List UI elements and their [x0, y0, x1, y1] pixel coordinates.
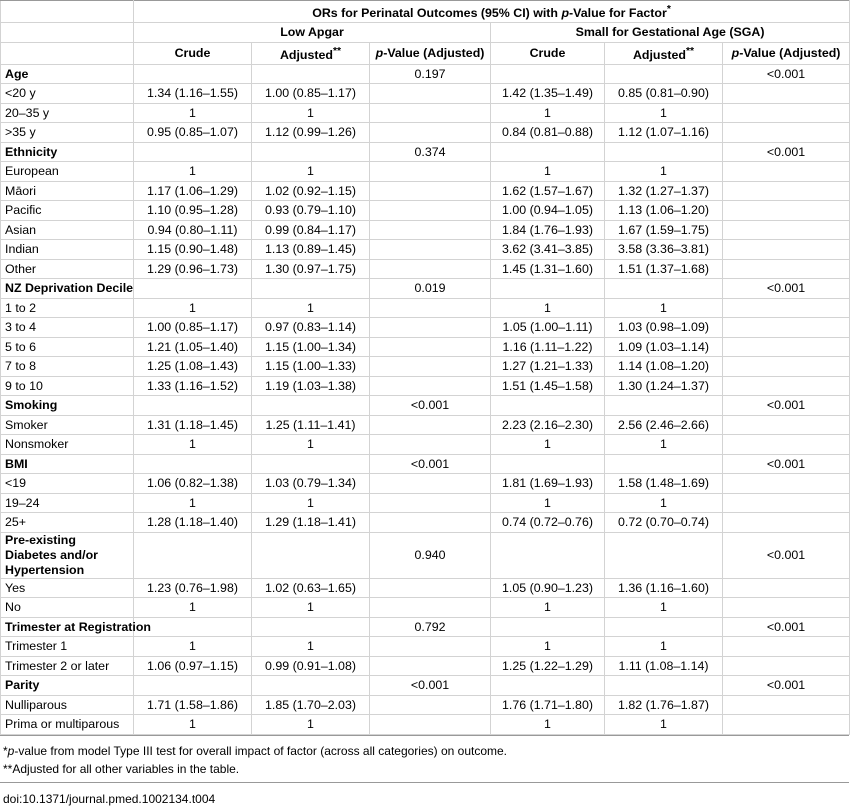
sga-adjusted-value: 1.13 (1.06–1.20)	[605, 201, 723, 221]
sga-pvalue: <0.001	[723, 454, 850, 474]
empty-cell	[370, 715, 491, 735]
empty-cell	[370, 318, 491, 338]
table-title: ORs for Perinatal Outcomes (95% CI) with p-Value for Factor*	[134, 1, 850, 23]
apgar-adjusted-value: 0.99 (0.91–1.08)	[252, 656, 370, 676]
apgar-crude-value: 1.23 (0.76–1.98)	[134, 578, 252, 598]
footnote-adjusted: **Adjusted for all other variables in the table.	[3, 761, 240, 776]
sga-crude-value: 1.81 (1.69–1.93)	[491, 474, 605, 494]
empty-cell	[370, 162, 491, 182]
section-header-row	[1, 532, 850, 578]
empty-cell	[491, 532, 605, 578]
sga-pvalue: <0.001	[723, 64, 850, 84]
apgar-adjusted-value: 1	[252, 493, 370, 513]
apgar-pvalue: <0.001	[370, 454, 491, 474]
row-label: No	[1, 598, 134, 618]
col-header-apgar-pvalue: p-Value (Adjusted)	[370, 42, 491, 64]
empty-cell	[723, 376, 850, 396]
sga-crude-value: 1.27 (1.21–1.33)	[491, 357, 605, 377]
apgar-crude-value: 1.21 (1.05–1.40)	[134, 337, 252, 357]
apgar-crude-value: 1	[134, 103, 252, 123]
apgar-crude-value: 1.25 (1.08–1.43)	[134, 357, 252, 377]
row-label: Māori	[1, 181, 134, 201]
apgar-adjusted-value: 0.93 (0.79–1.10)	[252, 201, 370, 221]
row-label: 5 to 6	[1, 337, 134, 357]
empty-cell	[134, 617, 252, 637]
col-header-apgar-crude: Crude	[134, 42, 252, 64]
empty-cell	[723, 474, 850, 494]
table-row	[1, 715, 850, 735]
empty-cell	[723, 162, 850, 182]
apgar-adjusted-value: 1.19 (1.03–1.38)	[252, 376, 370, 396]
table-row	[1, 337, 850, 357]
row-label: 19–24	[1, 493, 134, 513]
empty-cell	[723, 181, 850, 201]
empty-cell	[605, 142, 723, 162]
empty-cell	[370, 598, 491, 618]
apgar-crude-value: 1.28 (1.18–1.40)	[134, 513, 252, 533]
empty-cell	[370, 474, 491, 494]
sga-adjusted-value: 2.56 (2.46–2.66)	[605, 415, 723, 435]
empty-cell	[723, 357, 850, 377]
apgar-crude-value: 1.10 (0.95–1.28)	[134, 201, 252, 221]
table-row	[1, 578, 850, 598]
sga-adjusted-value: 1.58 (1.48–1.69)	[605, 474, 723, 494]
sga-crude-value: 1	[491, 493, 605, 513]
sga-adjusted-value: 1	[605, 162, 723, 182]
sga-adjusted-value: 1	[605, 103, 723, 123]
sga-adjusted-value: 0.72 (0.70–0.74)	[605, 513, 723, 533]
table-row	[1, 474, 850, 494]
apgar-pvalue: 0.197	[370, 64, 491, 84]
sga-crude-value: 1	[491, 298, 605, 318]
sga-pvalue: <0.001	[723, 396, 850, 416]
sga-adjusted-value: 1	[605, 715, 723, 735]
sga-adjusted-value: 1	[605, 493, 723, 513]
empty-cell	[605, 396, 723, 416]
row-label: Trimester 2 or later	[1, 656, 134, 676]
apgar-pvalue: 0.792	[370, 617, 491, 637]
apgar-crude-value: 1	[134, 637, 252, 657]
table-row	[1, 695, 850, 715]
apgar-pvalue: 0.940	[370, 532, 491, 578]
empty-cell	[723, 493, 850, 513]
sga-crude-value: 1	[491, 103, 605, 123]
empty-cell	[491, 279, 605, 299]
apgar-crude-value: 1	[134, 298, 252, 318]
table-row	[1, 103, 850, 123]
table-row	[1, 220, 850, 240]
empty-cell	[723, 298, 850, 318]
apgar-adjusted-value: 1	[252, 715, 370, 735]
apgar-adjusted-value: 1	[252, 162, 370, 182]
apgar-crude-value: 0.94 (0.80–1.11)	[134, 220, 252, 240]
apgar-crude-value: 1	[134, 715, 252, 735]
row-label: Indian	[1, 240, 134, 260]
empty-cell	[723, 318, 850, 338]
empty-cell	[134, 279, 252, 299]
sga-adjusted-value: 1.12 (1.07–1.16)	[605, 123, 723, 143]
row-label: Nonsmoker	[1, 435, 134, 455]
sga-crude-value: 1.45 (1.31–1.60)	[491, 259, 605, 279]
empty-cell	[605, 617, 723, 637]
table-row	[1, 493, 850, 513]
table-row	[1, 259, 850, 279]
sga-crude-value: 1.51 (1.45–1.58)	[491, 376, 605, 396]
row-label: 20–35 y	[1, 103, 134, 123]
sga-adjusted-value: 1.67 (1.59–1.75)	[605, 220, 723, 240]
col-header-apgar-adjusted: Adjusted**	[252, 42, 370, 64]
empty-cell	[370, 103, 491, 123]
row-label: 7 to 8	[1, 357, 134, 377]
section-name: NZ Deprivation Decile	[1, 279, 134, 299]
section-header-row	[1, 617, 850, 637]
empty-cell	[491, 454, 605, 474]
empty-cell	[723, 415, 850, 435]
apgar-crude-value: 1.31 (1.18–1.45)	[134, 415, 252, 435]
section-name: BMI	[1, 454, 134, 474]
doi-citation: doi:10.1371/journal.pmed.1002134.t004	[0, 782, 849, 807]
apgar-adjusted-value: 1.85 (1.70–2.03)	[252, 695, 370, 715]
group-header-spacer	[1, 23, 134, 43]
row-label: Prima or multiparous	[1, 715, 134, 735]
apgar-adjusted-value: 1.03 (0.79–1.34)	[252, 474, 370, 494]
row-label: Asian	[1, 220, 134, 240]
sga-crude-value: 1	[491, 715, 605, 735]
table-row	[1, 181, 850, 201]
table-row	[1, 435, 850, 455]
empty-cell	[605, 64, 723, 84]
empty-cell	[723, 259, 850, 279]
empty-cell	[370, 337, 491, 357]
table-title-spacer	[1, 1, 134, 23]
empty-cell	[723, 695, 850, 715]
table-row	[1, 376, 850, 396]
empty-cell	[723, 656, 850, 676]
apgar-adjusted-value: 1.00 (0.85–1.17)	[252, 84, 370, 104]
sga-crude-value: 1.25 (1.22–1.29)	[491, 656, 605, 676]
sga-adjusted-value: 1.51 (1.37–1.68)	[605, 259, 723, 279]
sga-crude-value: 1.05 (1.00–1.11)	[491, 318, 605, 338]
empty-cell	[370, 656, 491, 676]
empty-cell	[723, 84, 850, 104]
sga-crude-value: 1	[491, 598, 605, 618]
table-row	[1, 123, 850, 143]
sga-crude-value: 1.00 (0.94–1.05)	[491, 201, 605, 221]
sga-crude-value: 2.23 (2.16–2.30)	[491, 415, 605, 435]
apgar-adjusted-value: 1	[252, 103, 370, 123]
sga-adjusted-value: 3.58 (3.36–3.81)	[605, 240, 723, 260]
apgar-pvalue: <0.001	[370, 396, 491, 416]
group-header-row	[1, 23, 850, 43]
sga-adjusted-value: 1.03 (0.98–1.09)	[605, 318, 723, 338]
empty-cell	[252, 454, 370, 474]
empty-cell	[723, 715, 850, 735]
section-header-row	[1, 279, 850, 299]
empty-cell	[491, 64, 605, 84]
footnotes	[0, 735, 849, 782]
empty-cell	[723, 578, 850, 598]
row-label: 25+	[1, 513, 134, 533]
empty-cell	[134, 676, 252, 696]
col-header-sga-pvalue: p-Value (Adjusted)	[723, 42, 850, 64]
empty-cell	[252, 617, 370, 637]
column-header-row	[1, 42, 850, 64]
empty-cell	[370, 435, 491, 455]
empty-cell	[252, 532, 370, 578]
empty-cell	[605, 676, 723, 696]
empty-cell	[491, 396, 605, 416]
section-name: Ethnicity	[1, 142, 134, 162]
empty-cell	[370, 298, 491, 318]
sga-pvalue: <0.001	[723, 279, 850, 299]
apgar-crude-value: 1	[134, 162, 252, 182]
apgar-crude-value: 1.29 (0.96–1.73)	[134, 259, 252, 279]
sga-crude-value: 1	[491, 637, 605, 657]
apgar-crude-value: 1.71 (1.58–1.86)	[134, 695, 252, 715]
apgar-crude-value: 1	[134, 493, 252, 513]
empty-cell	[370, 240, 491, 260]
empty-cell	[370, 493, 491, 513]
apgar-adjusted-value: 1.15 (1.00–1.34)	[252, 337, 370, 357]
empty-cell	[723, 637, 850, 657]
sga-crude-value: 1.05 (0.90–1.23)	[491, 578, 605, 598]
apgar-crude-value: 1.17 (1.06–1.29)	[134, 181, 252, 201]
apgar-adjusted-value: 1.12 (0.99–1.26)	[252, 123, 370, 143]
empty-cell	[491, 676, 605, 696]
empty-cell	[370, 357, 491, 377]
row-label: 1 to 2	[1, 298, 134, 318]
sga-adjusted-value: 1.14 (1.08–1.20)	[605, 357, 723, 377]
table-title-row	[1, 1, 850, 23]
sga-crude-value: 3.62 (3.41–3.85)	[491, 240, 605, 260]
sga-adjusted-value: 1	[605, 598, 723, 618]
section-header-row	[1, 64, 850, 84]
col-header-sga-crude: Crude	[491, 42, 605, 64]
apgar-adjusted-value: 1	[252, 598, 370, 618]
section-name: Parity	[1, 676, 134, 696]
sga-crude-value: 1	[491, 435, 605, 455]
sga-crude-value: 1.42 (1.35–1.49)	[491, 84, 605, 104]
table-row	[1, 513, 850, 533]
sga-adjusted-value: 1.11 (1.08–1.14)	[605, 656, 723, 676]
sga-adjusted-value: 1.30 (1.24–1.37)	[605, 376, 723, 396]
apgar-crude-value: 1	[134, 435, 252, 455]
empty-cell	[370, 513, 491, 533]
apgar-adjusted-value: 1.15 (1.00–1.33)	[252, 357, 370, 377]
apgar-crude-value: 1.06 (0.82–1.38)	[134, 474, 252, 494]
empty-cell	[370, 415, 491, 435]
empty-cell	[370, 220, 491, 240]
row-label: Trimester 1	[1, 637, 134, 657]
footnote-pvalue: *p-value from model Type III test for overall impact of factor (across all categories) on outcome.	[3, 743, 508, 758]
apgar-adjusted-value: 1	[252, 298, 370, 318]
empty-cell	[252, 396, 370, 416]
empty-cell	[723, 598, 850, 618]
sga-adjusted-value: 1.82 (1.76–1.87)	[605, 695, 723, 715]
sga-pvalue: <0.001	[723, 142, 850, 162]
empty-cell	[491, 142, 605, 162]
empty-cell	[134, 64, 252, 84]
empty-cell	[252, 142, 370, 162]
apgar-adjusted-value: 0.97 (0.83–1.14)	[252, 318, 370, 338]
empty-cell	[723, 513, 850, 533]
table-row	[1, 637, 850, 657]
empty-cell	[134, 396, 252, 416]
apgar-adjusted-value: 1.29 (1.18–1.41)	[252, 513, 370, 533]
empty-cell	[605, 532, 723, 578]
section-header-row	[1, 676, 850, 696]
table-row	[1, 162, 850, 182]
apgar-crude-value: 1.34 (1.16–1.55)	[134, 84, 252, 104]
empty-cell	[134, 142, 252, 162]
section-name: Trimester at Registration	[1, 617, 134, 637]
column-header-spacer	[1, 42, 134, 64]
row-label: 9 to 10	[1, 376, 134, 396]
section-name: Smoking	[1, 396, 134, 416]
table-body	[1, 64, 850, 734]
section-name: Pre-existing Diabetes and/or Hypertension	[1, 532, 134, 578]
empty-cell	[723, 103, 850, 123]
empty-cell	[370, 259, 491, 279]
sga-crude-value: 1	[491, 162, 605, 182]
empty-cell	[605, 454, 723, 474]
row-label: <19	[1, 474, 134, 494]
row-label: Smoker	[1, 415, 134, 435]
row-label: European	[1, 162, 134, 182]
table-row	[1, 598, 850, 618]
empty-cell	[370, 123, 491, 143]
table-row	[1, 318, 850, 338]
row-label: Pacific	[1, 201, 134, 221]
sga-adjusted-value: 0.85 (0.81–0.90)	[605, 84, 723, 104]
empty-cell	[723, 201, 850, 221]
sga-crude-value: 1.62 (1.57–1.67)	[491, 181, 605, 201]
apgar-crude-value: 1	[134, 598, 252, 618]
empty-cell	[723, 220, 850, 240]
apgar-adjusted-value: 1.02 (0.92–1.15)	[252, 181, 370, 201]
row-label: <20 y	[1, 84, 134, 104]
empty-cell	[252, 279, 370, 299]
apgar-adjusted-value: 1	[252, 435, 370, 455]
sga-crude-value: 1.76 (1.71–1.80)	[491, 695, 605, 715]
apgar-crude-value: 1.15 (0.90–1.48)	[134, 240, 252, 260]
empty-cell	[252, 676, 370, 696]
empty-cell	[605, 279, 723, 299]
sga-crude-value: 1.84 (1.76–1.93)	[491, 220, 605, 240]
section-header-row	[1, 396, 850, 416]
row-label: >35 y	[1, 123, 134, 143]
empty-cell	[370, 637, 491, 657]
empty-cell	[723, 240, 850, 260]
apgar-adjusted-value: 0.99 (0.84–1.17)	[252, 220, 370, 240]
sga-adjusted-value: 1.32 (1.27–1.37)	[605, 181, 723, 201]
row-label: Nulliparous	[1, 695, 134, 715]
sga-crude-value: 0.74 (0.72–0.76)	[491, 513, 605, 533]
empty-cell	[370, 578, 491, 598]
empty-cell	[370, 201, 491, 221]
apgar-crude-value: 1.00 (0.85–1.17)	[134, 318, 252, 338]
table-row	[1, 415, 850, 435]
apgar-adjusted-value: 1	[252, 637, 370, 657]
empty-cell	[134, 532, 252, 578]
sga-pvalue: <0.001	[723, 676, 850, 696]
apgar-adjusted-value: 1.02 (0.63–1.65)	[252, 578, 370, 598]
empty-cell	[723, 435, 850, 455]
sga-crude-value: 1.16 (1.11–1.22)	[491, 337, 605, 357]
sga-adjusted-value: 1	[605, 637, 723, 657]
apgar-pvalue: 0.019	[370, 279, 491, 299]
empty-cell	[370, 695, 491, 715]
group-header-low-apgar: Low Apgar	[134, 23, 491, 43]
sga-adjusted-value: 1	[605, 435, 723, 455]
apgar-pvalue: 0.374	[370, 142, 491, 162]
empty-cell	[723, 123, 850, 143]
empty-cell	[491, 617, 605, 637]
apgar-crude-value: 1.33 (1.16–1.52)	[134, 376, 252, 396]
table-row	[1, 240, 850, 260]
row-label: Other	[1, 259, 134, 279]
table-row	[1, 84, 850, 104]
apgar-adjusted-value: 1.30 (0.97–1.75)	[252, 259, 370, 279]
apgar-crude-value: 0.95 (0.85–1.07)	[134, 123, 252, 143]
row-label: 3 to 4	[1, 318, 134, 338]
sga-crude-value: 0.84 (0.81–0.88)	[491, 123, 605, 143]
table-row	[1, 298, 850, 318]
apgar-crude-value: 1.06 (0.97–1.15)	[134, 656, 252, 676]
section-name: Age	[1, 64, 134, 84]
apgar-pvalue: <0.001	[370, 676, 491, 696]
empty-cell	[370, 376, 491, 396]
empty-cell	[370, 181, 491, 201]
sga-pvalue: <0.001	[723, 532, 850, 578]
table-row	[1, 357, 850, 377]
sga-adjusted-value: 1.36 (1.16–1.60)	[605, 578, 723, 598]
apgar-adjusted-value: 1.13 (0.89–1.45)	[252, 240, 370, 260]
empty-cell	[252, 64, 370, 84]
table-row	[1, 656, 850, 676]
sga-pvalue: <0.001	[723, 617, 850, 637]
empty-cell	[723, 337, 850, 357]
table-row	[1, 201, 850, 221]
sga-adjusted-value: 1.09 (1.03–1.14)	[605, 337, 723, 357]
section-header-row	[1, 142, 850, 162]
empty-cell	[134, 454, 252, 474]
empty-cell	[370, 84, 491, 104]
apgar-adjusted-value: 1.25 (1.11–1.41)	[252, 415, 370, 435]
section-header-row	[1, 454, 850, 474]
col-header-sga-adjusted: Adjusted**	[605, 42, 723, 64]
row-label: Yes	[1, 578, 134, 598]
sga-adjusted-value: 1	[605, 298, 723, 318]
group-header-sga: Small for Gestational Age (SGA)	[491, 23, 850, 43]
